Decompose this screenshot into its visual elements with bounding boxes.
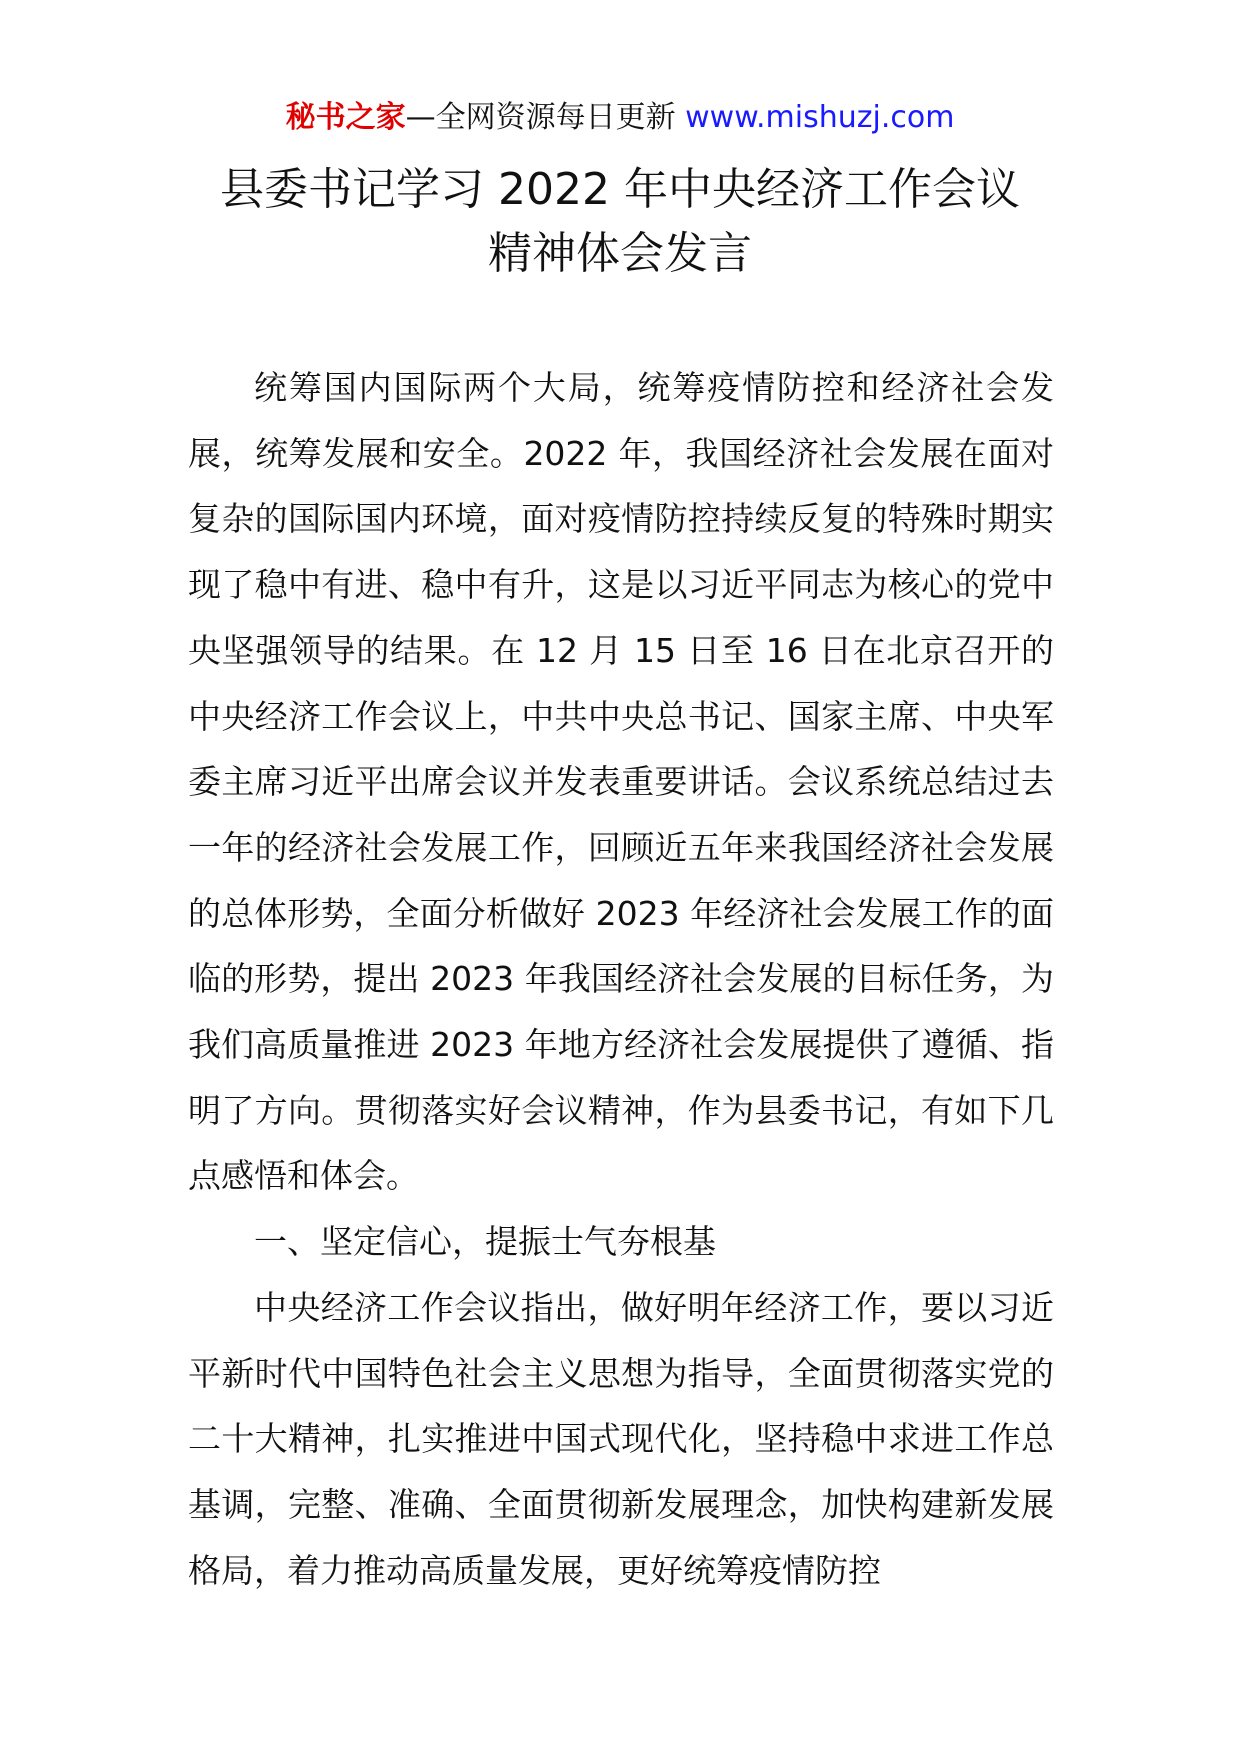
document-body <box>188 355 1054 1603</box>
site-tagline: —全网资源每日更新 <box>405 100 686 135</box>
site-url-link[interactable]: www.mishuzj.com <box>685 100 955 135</box>
site-header <box>0 98 1240 138</box>
document-title <box>0 158 1240 286</box>
title-line-1: 县委书记学习 2022 年中央经济工作会议 <box>220 164 1020 215</box>
site-brand: 秘书之家 <box>285 100 406 135</box>
paragraph-intro: 统筹国内国际两个大局，统筹疫情防控和经济社会发展，统筹发展和安全。2022 年，我国经济社会发展在面对复杂的国际国内环境，面对疫情防控持续反复的特殊时期实现了稳中有进、稳中有升，这是以习近平同志为核心的党中央坚强领导的结果。在 12 月 15 日至 16 日在北京召开的中央经济工作会议上，中共中央总书记、国家主席、中央军委主席习近平出席会议并发表重要讲话。会议系统总结过去一年的经济社会发展工作，回顾近五年来我国经济社会发展的总体形势，全面分析做好 2023 年经济社会发展工作的面临的形势，提出 2023 年我国经济社会发展的目标任务，为我们高质量推进 2023 年地方经济社会发展提供了遵循、指明了方向。贯彻落实好会议精神，作为县委书记，有如下几点感悟和体会。 <box>188 368 1054 1196</box>
section-heading-1: 一、坚定信心，提振士气夯根基 <box>254 1222 716 1262</box>
title-line-2: 精神体会发言 <box>488 228 752 279</box>
paragraph-section-1: 中央经济工作会议指出，做好明年经济工作，要以习近平新时代中国特色社会主义思想为指导，全面贯彻落实党的二十大精神，扎实推进中国式现代化，坚持稳中求进工作总基调，完整、准确、全面贯彻新发展理念，加快构建新发展格局，着力推动高质量发展，更好统筹疫情防控 <box>188 1287 1054 1590</box>
